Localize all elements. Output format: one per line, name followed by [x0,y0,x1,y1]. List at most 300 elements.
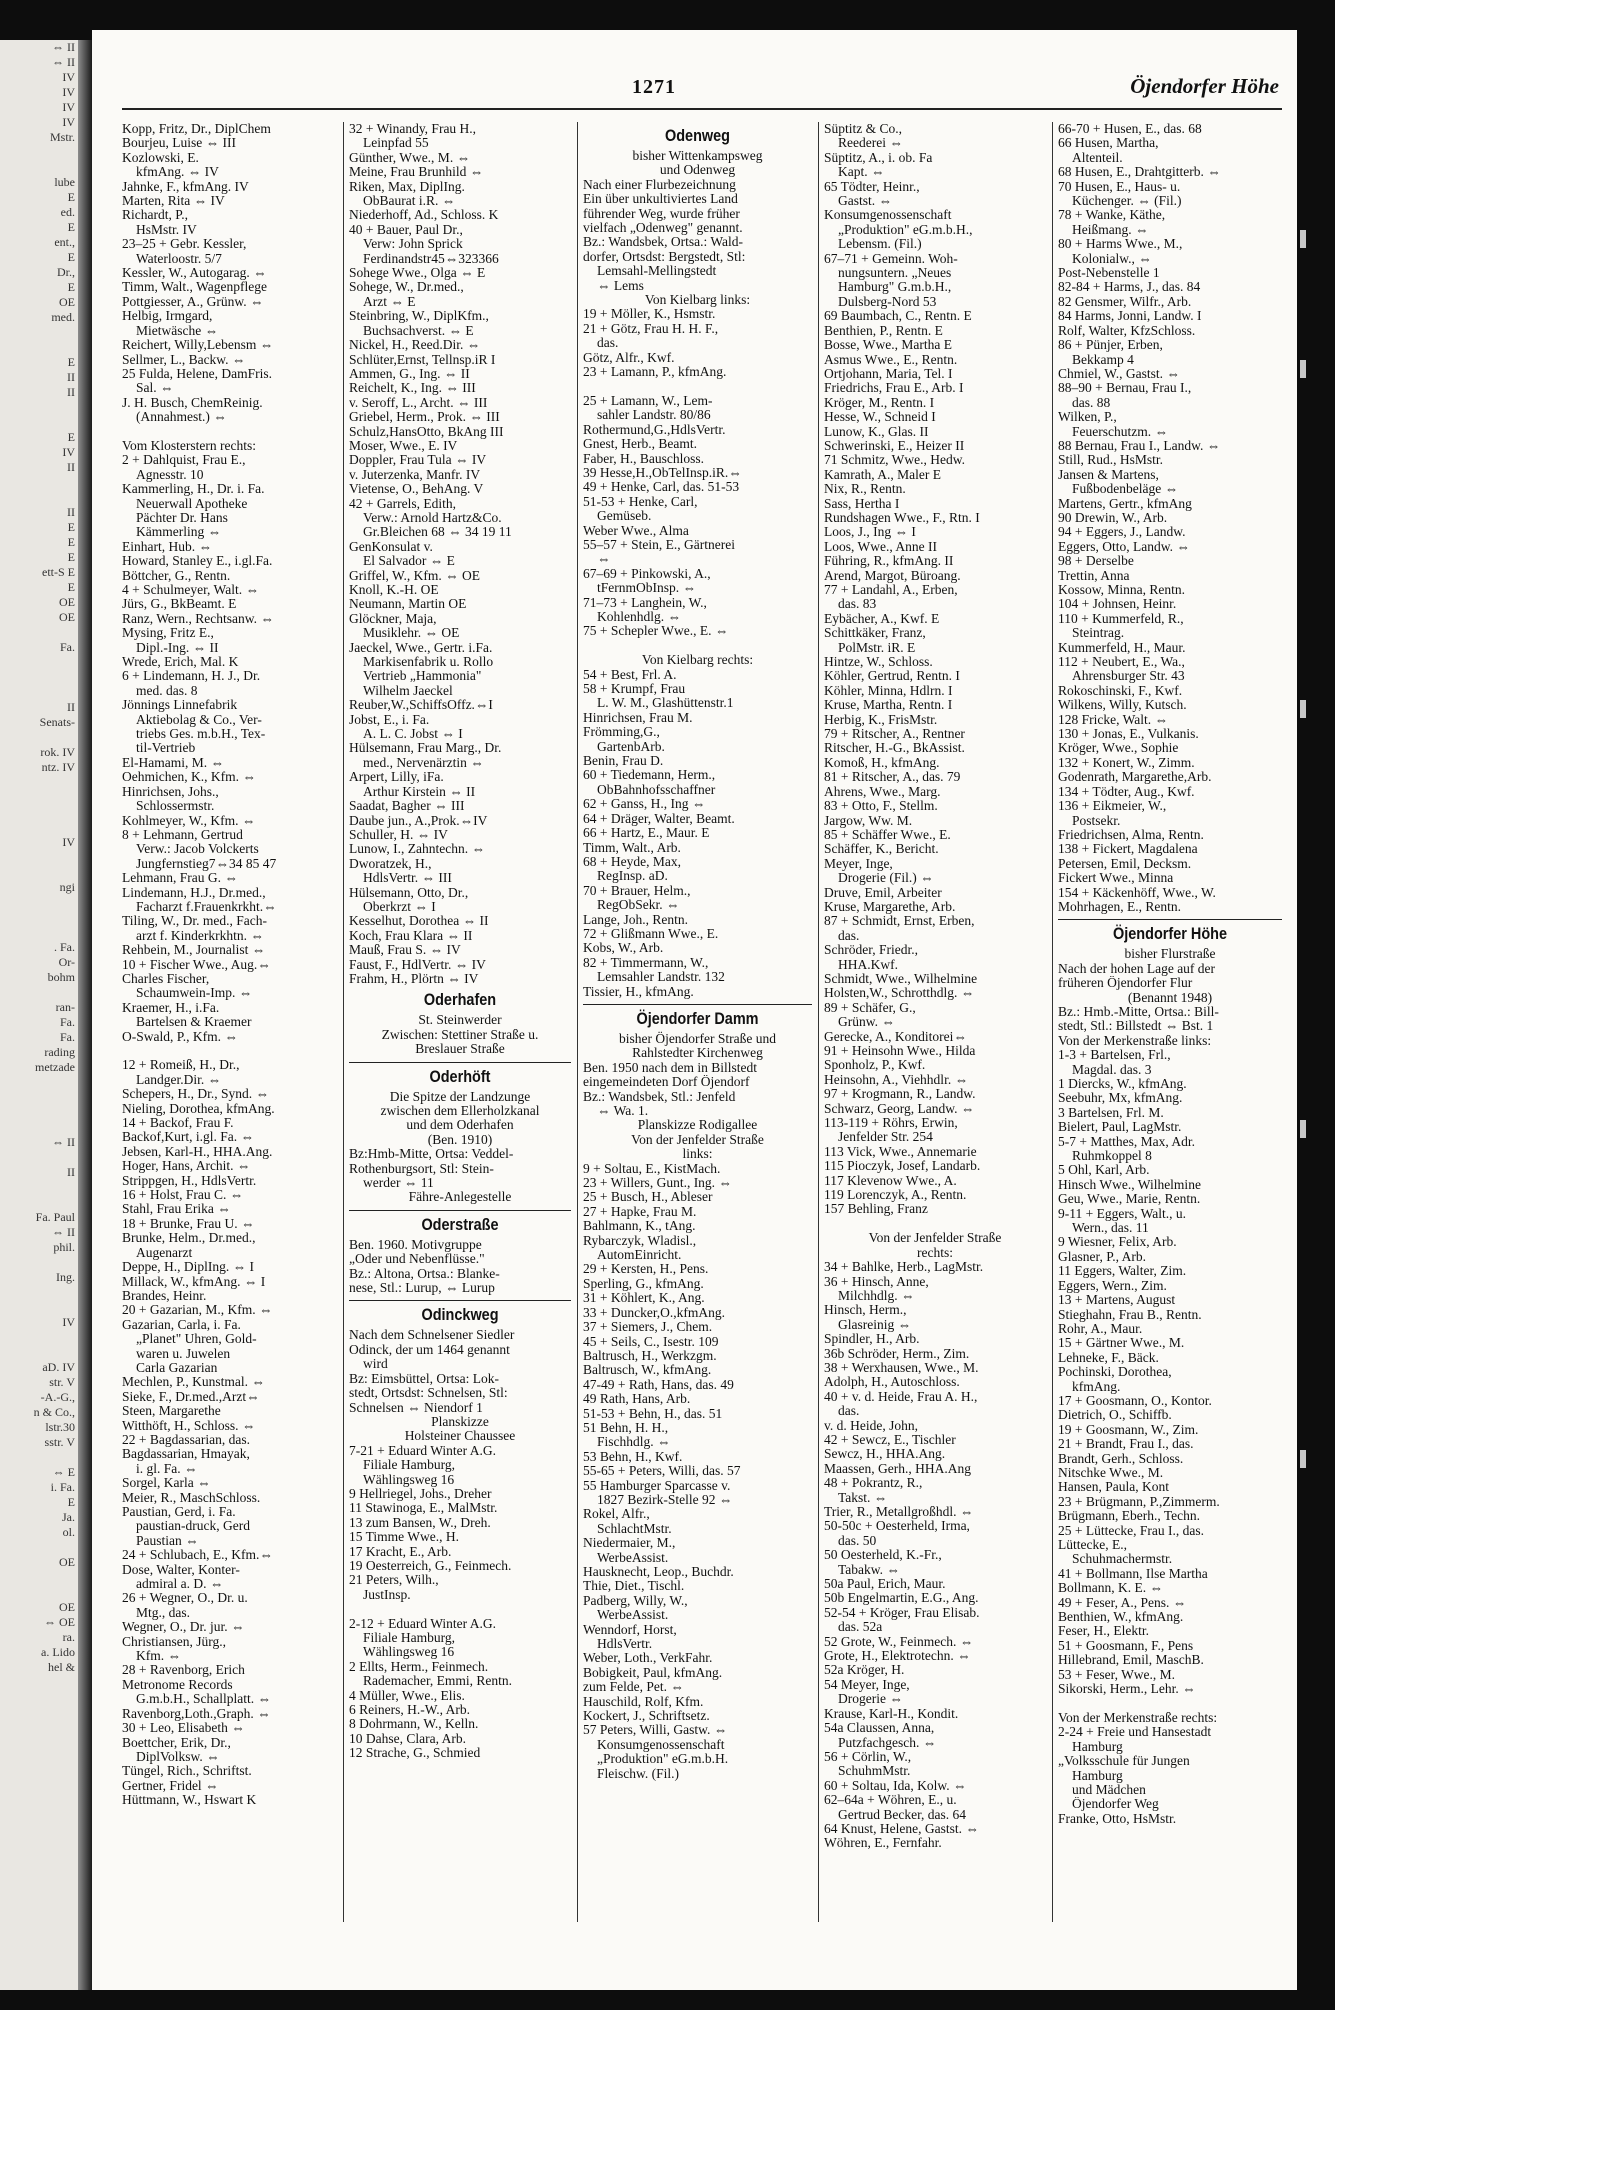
directory-entry: Mietwäsche ⇔ [136,323,219,338]
directory-entry: wird [363,1357,388,1372]
directory-entry: Hinrichsen, Frau M. [583,710,693,725]
directory-entry: 4 Müller, Wwe., Elis. [349,1688,465,1703]
directory-entry: 60 + Soltau, Ida, Kolw. ⇔ [824,1778,967,1793]
directory-entry: Postsekr. [1072,813,1121,828]
street-note: Planskizze Rodigallee [637,1117,758,1133]
directory-entry: Konsumgenossenschaft [597,1737,725,1752]
directory-entry: 79 + Ritscher, A., Rentner [824,727,965,742]
prev-page-fragment [0,790,78,805]
prev-page-fragment [0,730,78,745]
street-heading: Oderhöft [429,1066,491,1086]
directory-entry: 17 + Goosmann, O., Kontor. [1058,1393,1212,1408]
directory-entry: 1827 Bezirk-Stelle 92 ⇔ [597,1492,733,1507]
street-note: Von der Jenfelder Straße [631,1131,764,1147]
directory-entry: Mechlen, P., Kunstmal. ⇔ [122,1375,265,1390]
directory-entry: 54 + Best, Frl. A. [583,667,677,682]
directory-entry [349,1602,571,1616]
directory-entry: Paustian, Gerd, i. Fa. [122,1505,236,1519]
directory-entry: Brandes, Heinr. [122,1288,207,1303]
directory-entry: 19 + Goosmann, W., Zim. [1058,1422,1199,1437]
directory-entry: 12 Strache, G., Schmied [349,1746,481,1761]
directory-entry: Sperling, G., kfmAng. [583,1276,704,1291]
directory-entry: werder ⇔ 11 [363,1176,434,1191]
directory-entry: L. W. M., Glashüttenstr.1 [597,696,734,711]
directory-entry: 5 Ohl, Karl, Arb. [1058,1163,1150,1178]
header-rule [122,108,1282,110]
directory-entry: 82-84 + Harms, J., das. 84 [1058,280,1201,295]
directory-entry: 47-49 + Rath, Hans, das. 49 [583,1377,734,1392]
directory-entry [824,1217,1046,1231]
directory-entry: 70 Husen, E., Haus- u. [1058,179,1181,194]
directory-entry: Wählingsweg 16 [363,1472,455,1487]
directory-entry: Pächter Dr. Hans [136,510,228,525]
directory-entry: Godenrath, Margarethe,Arb. [1058,770,1212,785]
directory-entry: 8 + Lehmann, Gertrud [122,827,243,842]
directory-entry: sahler Landstr. 80/86 [597,408,711,423]
edge-mark [1300,1120,1306,1138]
directory-entry: Gemüseb. [597,509,652,524]
directory-entry: Schepers, H., Dr., Synd. ⇔ [122,1087,269,1102]
directory-entry: Ranz, Wern., Rechtsanw. ⇔ [122,611,274,626]
directory-entry: 10 + Fischer Wwe., Aug.⇔ [122,957,271,972]
directory-entry: Arend, Margot, Büroang. [824,568,961,583]
column-3 [583,122,812,1922]
directory-entry: Ammen, G., Ing. ⇔ II [349,366,470,381]
directory-entry: Markisenfabrik u. Rollo [363,655,494,670]
directory-entry: 51-53 + Henke, Carl, [583,494,698,509]
street-note: Zwischen: Stettiner Straße u. [381,1026,539,1042]
directory-entry: Feser, H., Elektr. [1058,1624,1149,1639]
directory-entry: Backof,Kurt, i.gl. Fa. ⇔ [122,1130,254,1145]
directory-entry: Dworatzek, H., [349,856,432,871]
directory-entry: 55 Hamburger Sparcasse v. [583,1478,731,1493]
directory-entry: Neumann, Martin OE [349,597,467,612]
directory-entry: DiplVolksw. ⇔ [136,1749,220,1764]
directory-entry: Facharzt f.Frauenkrkht.⇔ [136,899,277,914]
prev-page-fragment: OE [59,1555,75,1569]
directory-entry: 66-70 + Husen, E., das. 68 [1058,122,1202,136]
directory-entry: 41 + Bollmann, Ilse Martha [1058,1566,1208,1581]
directory-entry: Hülsemann, Otto, Dr., [349,885,469,900]
prev-page-fragment: E [67,520,75,534]
directory-entry: med. das. 8 [136,683,198,698]
prev-page-fragment: OE [59,595,75,609]
directory-entry: 88 Bernau, Frau I., Landw. ⇔ [1058,438,1221,453]
directory-entry: Ruhmkoppel 8 [1072,1149,1152,1164]
prev-page-fragment [0,865,78,880]
directory-entry: Drogerie ⇔ [838,1692,903,1707]
directory-entry: Jahnke, F., kfmAng. IV [122,179,249,194]
directory-entry: 40 + Bauer, Paul Dr., [349,222,463,237]
directory-entry: Kröger, M., Rentn. I [824,395,935,410]
directory-entry: til-Vertrieb [136,741,196,756]
directory-entry: Friedrichsen, Alma, Rentn. [1058,827,1204,842]
directory-entry: Sal. ⇔ [136,381,174,396]
directory-entry: Kessler, W., Autogarag. ⇔ [122,266,267,281]
directory-entry: El Salvador ⇔ E [363,554,455,569]
prev-page-fragment: ent., [54,235,75,249]
directory-entry: Sikorski, Herm., Lehr. ⇔ [1058,1682,1196,1697]
directory-entry: 56 + Cörlin, W., [824,1749,912,1764]
directory-entry: Kämmerling ⇔ [136,525,222,540]
edge-mark [1300,230,1306,248]
directory-entry: 68 + Heyde, Max, [583,854,681,869]
directory-entry: 77 + Landahl, A., Erben, [824,583,958,597]
directory-entry: kfmAng. ⇔ IV [136,165,219,180]
directory-entry: Moser, Wwe., E. IV [349,438,458,453]
directory-entry: v. d. Heide, John, [824,1418,918,1433]
prev-page-fragment: metzade [35,1060,75,1074]
column-5 [1058,122,1282,1922]
directory-entry: Rolf, Walter, KfzSchloss. [1058,323,1196,338]
directory-entry: 62 + Ganss, H., Ing ⇔ [583,797,706,812]
directory-entry: 32 + Winandy, Frau H., [349,122,477,136]
directory-entry: Steintrag. [1072,626,1125,641]
prev-page-fragment: Fa. Paul [35,1210,75,1224]
prev-page-fragment [0,910,78,925]
directory-entry: Baltrusch, H., Werkzgm. [583,1348,717,1363]
directory-entry: ⇔ Wa. 1. [597,1104,649,1118]
prev-page-fragment: . Fa. [54,940,75,954]
prev-page-fragment: med. [51,310,75,324]
directory-entry: Lange, Joh., Rentn. [583,912,688,927]
directory-entry: Wöhren, E., Fernfahr. [824,1836,942,1851]
directory-entry: 58 + Krumpf, Frau [583,682,686,697]
directory-entry: Ortjohann, Maria, Tel. I [824,366,953,381]
directory-entry: 82 Gensmer, Wilfr., Arb. [1058,294,1192,309]
prev-page-fragment: ⇔ II [52,1135,75,1149]
directory-entry: RegObSekr. ⇔ [597,898,680,913]
prev-page-fragment: E [67,220,75,234]
directory-entry: Schnelsen ⇔ Niendorf 1 [349,1400,483,1415]
directory-entry: Kammerling, H., Dr. i. Fa. [122,482,265,497]
directory-entry: Eggers, Otto, Landw. ⇔ [1058,539,1190,554]
directory-entry: Carla Gazarian [136,1360,218,1375]
directory-entry: 54a Claussen, Anna, [824,1721,935,1736]
directory-entry: Ferdinandstr45⇔323366 [363,251,499,266]
prev-page-fragment [0,670,78,685]
prev-page-fragment: IV [62,835,75,849]
directory-entry: Rothenburgsort, Stl: Stein- [349,1161,494,1176]
directory-entry: Kohlmeyer, W., Kfm. ⇔ [122,813,256,828]
street-note: Fähre-Anlegestelle [408,1189,512,1205]
directory-entry: Milchhdlg. ⇔ [838,1288,915,1303]
directory-entry: 54 Meyer, Inge, [824,1677,910,1692]
directory-entry: Reuber,W.,SchiffsOffz.⇔I [349,698,493,713]
directory-entry: Mohrhagen, E., Rentn. [1058,899,1181,914]
directory-entry: Rybarczyk, Wladisl., [583,1233,697,1248]
directory-entry: Meier, R., MaschSchloss. [122,1490,261,1505]
directory-entry: Baltrusch, W., kfmAng. [583,1363,712,1378]
directory-entry: Leinpfad 55 [363,136,429,151]
street-note: Breslauer Straße [415,1041,505,1057]
directory-entry: Jürs, G., BkBeamt. E [122,597,237,612]
directory-entry: Ben. 1960. Motivgruppe [349,1237,482,1252]
prev-page-fragment: E [67,430,75,444]
directory-entry: 75 + Schepler Wwe., E. ⇔ [583,624,729,639]
directory-entry: Hamburg" G.m.b.H., [838,280,952,295]
directory-entry: 72 + Glißmann Wwe., E. [583,926,719,941]
prev-page-fragment [0,655,78,670]
directory-entry: 51-53 + Behn, H., das. 51 [583,1406,723,1421]
directory-entry: Brügmann, Eberh., Techn. [1058,1509,1201,1524]
directory-entry: 128 Fricke, Walt. ⇔ [1058,712,1169,727]
directory-entry: Herbig, K., FrisMstr. [824,712,938,727]
directory-entry: dorfer, Ortsdst: Bergstedt, Stl: [583,249,746,264]
directory-entry: 81 + Ritscher, A., das. 79 [824,770,961,785]
directory-entry: 136 + Eikmeier, W., [1058,799,1167,814]
directory-entry: Benthien, W., kfmAng. [1058,1610,1184,1625]
directory-entry: 68 Husen, E., Drahtgitterb. ⇔ [1058,165,1221,180]
directory-entry: AutomEinricht. [597,1248,682,1263]
directory-entry: 91 + Heinsohn Wwe., Hilda [824,1044,976,1058]
directory-entry: 25 + Lüttecke, Frau I., das. [1058,1523,1204,1538]
directory-entry: Wilken, P., [1058,410,1117,425]
directory-entry: Günther, Wwe., M. ⇔ [349,150,471,165]
prev-page-fragment: IV [62,1315,75,1329]
prev-page-fragment: ett-S E [42,565,75,579]
directory-entry: Wern., das. 11 [1072,1221,1149,1236]
directory-entry: Schittkäker, Franz, [824,626,926,641]
directory-entry: Lunow, I., Zahntechn. ⇔ [349,842,485,857]
directory-entry: 70 + Brauer, Helm., [583,883,691,898]
directory-entry: 82 + Timmermann, W., [583,955,709,970]
directory-entry: 51 + Goosmann, F., Pens [1058,1638,1194,1653]
directory-entry: 36b Schröder, Herm., Zim. [824,1346,970,1361]
prev-page-fragment: IV [62,100,75,114]
directory-entry: 49 + Henke, Carl, das. 51-53 [583,480,740,495]
previous-page-edge [0,40,78,1990]
street-note: Rahlstedter Kirchenweg [632,1045,763,1061]
street-note: Die Spitze der Landzunge [389,1088,531,1104]
street-note: bisher Flurstraße [1124,946,1216,962]
directory-entry: Lindemann, H.J., Dr.med., [122,885,266,900]
prev-page-fragment [0,985,78,1000]
directory-entry: Petersen, Emil, Decksm. [1058,856,1192,871]
directory-entry: 157 Behling, Franz [824,1202,928,1217]
directory-entry: Wilkens, Willy, Kutsch. [1058,698,1187,713]
directory-entry: Glasreinig ⇔ [838,1317,912,1332]
directory-entry: Sponholz, P., Kwf. [824,1058,926,1073]
page-number: 1271 [632,76,676,98]
directory-entry: 53 Behn, H., Kwf. [583,1449,683,1464]
directory-entry: Rothermund,G.,HdlsVertr. [583,422,726,437]
directory-entry: 83 + Otto, F., Stellm. [824,799,938,814]
directory-entry: Jargow, Ww. M. [824,813,913,828]
directory-entry: Sohege, W., Dr.med., [349,280,464,295]
directory-entry: früheren Öjendorfer Flur [1058,976,1193,991]
directory-entry: Agnesstr. 10 [136,467,204,482]
directory-entry: stedt, Ortsdst: Schnelsen, Stl: [349,1386,508,1401]
prev-page-fragment [0,145,78,160]
directory-entry: 42 + Garrels, Edith, [349,496,456,511]
directory-entry: 33 + Duncker,O.,kfmAng. [583,1305,726,1320]
directory-entry: 27 + Hapke, Frau M. [583,1204,697,1219]
directory-entry: Wenndorf, Horst, [583,1622,677,1637]
directory-entry: Landger.Dir. ⇔ [136,1072,222,1087]
prev-page-fragment: rading [44,1045,75,1059]
prev-page-fragment: ran- [55,1000,75,1014]
directory-entry: 29 + Kersten, H., Pens. [583,1262,709,1277]
directory-entry: Drogerie (Fil.) ⇔ [838,871,934,886]
directory-entry: kfmAng. [1072,1379,1121,1394]
directory-entry: 40 + v. d. Heide, Frau A. H., [824,1389,978,1404]
directory-entry: 51 Behn, H. H., [583,1420,669,1435]
prev-page-fragment: IV [62,70,75,84]
directory-entry: Jebsen, Karl-H., HHA.Ang. [122,1144,273,1159]
directory-entry: Faust, F., HdlVertr. ⇔ IV [349,957,486,972]
directory-entry: Lehneke, F., Bäck. [1058,1350,1159,1365]
directory-entry: arzt f. Kinderkrkhtn. ⇔ [136,928,264,943]
directory-entry: Schmidt, Wwe., Wilhelmine [824,971,978,986]
directory-entry: Schuller, H. ⇔ IV [349,827,448,842]
prev-page-fragment: Dr., [57,265,75,279]
street-note: St. Steinwerder [418,1012,502,1028]
directory-entry: Glasner, P., Arb. [1058,1249,1146,1264]
edge-mark [1300,360,1306,378]
directory-entry: das. [838,1404,860,1419]
directory-entry: Hüttmann, W., Hswart K [122,1793,257,1808]
directory-entry: 62–64a + Wöhren, E., u. [824,1793,957,1808]
directory-entry: tFernmObInsp. ⇔ [597,581,696,596]
directory-entry: 66 Husen, Martha, [1058,136,1159,151]
directory-entry: J. H. Busch, ChemReinig. [122,395,263,410]
edge-mark [1300,700,1306,718]
directory-entry: 19 Oesterreich, G., Feinmech. [349,1558,512,1573]
directory-entry: GenKonsulat v. [349,539,433,554]
prev-page-fragment: II [67,460,75,474]
directory-entry: 110 + Kummerfeld, R., [1058,611,1184,626]
directory-entry: Holsten,W., Schrotthdlg. ⇔ [824,986,975,1001]
directory-entry: Asmus Wwe., E., Rentn. [824,352,958,367]
prev-page-fragment [0,1570,78,1585]
directory-entry: Kozlowski, E. [122,150,199,165]
directory-entry: Deppe, H., DiplIng. ⇔ I [122,1260,254,1275]
directory-entry: Arpert, Lilly, iFa. [349,770,444,785]
directory-entry: 9-11 + Eggers, Walt., u. [1058,1206,1187,1221]
directory-entry: Ravenborg,Loth.,Graph. ⇔ [122,1706,271,1721]
directory-entry: Wegner, O., Dr. jur. ⇔ [122,1620,245,1635]
directory-entry: 67–69 + Pinkowski, A., [583,566,711,581]
directory-entry: Wählingsweg 16 [363,1645,455,1660]
directory-entry: Reichert, Willy,Lebensm ⇔ [122,338,274,353]
prev-page-fragment: II [67,385,75,399]
directory-entry: Nix, R., Rentn. [824,482,906,497]
directory-entry: Timm, Walt., Wagenpflege [122,280,267,295]
directory-entry: Thie, Diet., Tischl. [583,1579,685,1594]
directory-entry: med., Nervenärztin ⇔ [363,755,484,770]
directory-entry: Bollmann, K. E. ⇔ [1058,1581,1163,1596]
directory-entry: 49 + Feser, A., Pens. ⇔ [1058,1595,1187,1610]
directory-entry: Odinck, der um 1464 genannt [349,1342,510,1357]
directory-entry: Arthur Kirstein ⇔ II [363,784,476,799]
directory-entry: Gerecke, A., Konditorei⇔ [824,1029,967,1044]
directory-entry: Ben. 1950 nach dem in Billstedt [583,1060,757,1075]
directory-entry: Trettin, Anna [1058,568,1130,583]
directory-entry: ⇔ [597,552,611,567]
prev-page-fragment [0,1105,78,1120]
directory-entry: Brandt, Gerh., Schloss. [1058,1451,1184,1466]
prev-page-fragment: ⇔ II [52,40,75,54]
street-note: Von Kielbarg rechts: [641,652,754,668]
prev-page-fragment: Senats- [39,715,75,729]
directory-entry: Vietense, O., BehAng. V [349,482,484,497]
prev-page-fragment [0,805,78,820]
directory-entry: Kopp, Fritz, Dr., DiplChem [122,122,271,136]
directory-entry: Sohege Wwe., Olga ⇔ E [349,266,486,281]
directory-entry: 19 + Möller, K., Hsmstr. [583,307,716,322]
directory-entry: Druve, Emil, Arbeiter [824,885,942,900]
street-note: zwischen dem Ellerholzkanal [380,1103,540,1118]
directory-entry: Dietrich, O., Schiffb. [1058,1408,1172,1423]
directory-entry: HdlsVertr. ⇔ III [363,871,452,886]
prev-page-fragment [0,775,78,790]
directory-entry: nese, Stl.: Lurup, ⇔ Lurup [349,1281,495,1296]
directory-entry: Benin, Frau D. [583,754,664,769]
directory-entry: 2-12 + Eduard Winter A.G. [349,1616,497,1631]
prev-page-fragment [0,1300,78,1315]
directory-entry: Hesse, W., Schneid I [824,410,936,425]
directory-entry: 36 + Hinsch, Anne, [824,1274,929,1289]
directory-entry: Benthien, P., Rentn. E [824,323,943,338]
directory-entry: 1-3 + Bartelsen, Frl., [1058,1048,1171,1063]
prev-page-fragment: II [67,700,75,714]
directory-entry: 26 + Wegner, O., Dr. u. [122,1591,248,1606]
directory-entry: 89 + Schäfer, G., [824,1000,916,1015]
directory-entry: Krause, Karl-H., Kondit. [824,1706,959,1721]
directory-entry: 2 + Dahlquist, Frau E., [122,453,246,468]
directory-entry: 117 Klevenow Wwe., A. [824,1173,957,1188]
directory-entry: 15 + Gärtner Wwe., M. [1058,1336,1185,1351]
directory-entry: Bz.: Wandsbek, Stl.: Jenfeld [583,1089,736,1104]
directory-entry: Still, Rud., HsMstr. [1058,453,1164,468]
prev-page-fragment: E [67,535,75,549]
section-rule [349,1300,571,1301]
directory-entry: HHA.Kwf. [838,957,898,972]
directory-entry: Kohlenhdlg. ⇔ [597,610,681,624]
directory-entry: 4 + Schulmeyer, Walt. ⇔ [122,583,259,597]
directory-entry: 10 Dahse, Clara, Arb. [349,1731,466,1746]
directory-entry: Nach einer Flurbezeichnung [583,177,736,192]
directory-entry: 52 Grote, W., Feinmech. ⇔ [824,1634,974,1649]
directory-entry: das. 52a [838,1620,883,1635]
directory-entry: 134 + Tödter, Aug., Kwf. [1058,784,1195,799]
prev-page-fragment [0,1585,78,1600]
directory-entry: 113 Vick, Wwe., Annemarie [824,1144,977,1159]
directory-entry: Schwerinski, E., Heizer II [824,438,965,453]
directory-entry: Howard, Stanley E., i.gl.Fa. [122,554,273,569]
directory-entry: Charles Fischer, [122,971,210,986]
directory-entry: 45 + Seils, C., Isestr. 109 [583,1334,719,1349]
directory-entry: paustian-druck, Gerd [136,1519,250,1534]
directory-entry: Augenarzt [136,1245,193,1260]
directory-entry: Kolonialw., ⇔ [1072,251,1152,266]
directory-entry: 9 Hellriegel, Johs., Dreher [349,1486,492,1501]
directory-entry: „Produktion" eG.m.b.H. [597,1752,729,1767]
directory-entry: Koch, Frau Klara ⇔ II [349,928,473,943]
directory-entry: Steen, Margarethe [122,1404,221,1419]
directory-entry: „Oder und Nebenflüsse." [349,1252,485,1267]
directory-entry: zum Felde, Pet. ⇔ [583,1680,684,1695]
directory-entry: G.m.b.H., Schallplatt. ⇔ [136,1692,271,1707]
street-note: Von der Jenfelder Straße [868,1230,1002,1246]
directory-entry: 60 + Tiedemann, Herm., [583,768,716,783]
directory-entry: Schulz,HansOtto, BkAng III [349,424,504,439]
prev-page-fragment: ra. [62,1630,75,1644]
directory-entry: Boettcher, Erik, Dr., [122,1735,231,1750]
directory-entry: Ritscher, H.-G., BkAssist. [824,741,965,756]
street-heading: Odinckweg [421,1305,499,1325]
